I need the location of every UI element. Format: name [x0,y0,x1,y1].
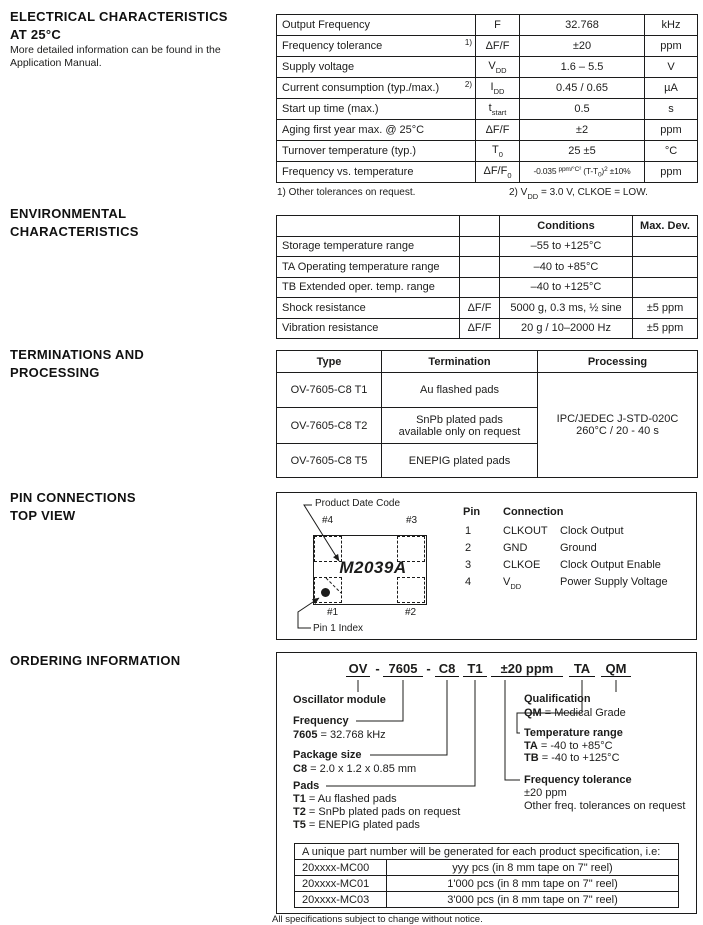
unit: ppm [645,162,698,183]
value: 1.6 – 5.5 [520,57,645,78]
part-number: 20xxxx-MC01 [295,876,387,892]
osc-module-title: Oscillator module [293,694,386,706]
unit: °C [645,141,698,162]
code-dash: - [426,661,431,676]
qualification-title: Qualification [524,693,591,705]
type-cell: OV-7605-C8 T5 [277,444,382,478]
temperature-option: TA = -40 to +85°C [524,740,613,752]
symbol-subscript: 0 [507,171,512,181]
electrical-footnote-2: 2) $V_{DD} = 3.0$ V, CLKOE = LOW. [509,187,648,201]
terminations-heading-line1: TERMINATIONS AND [10,347,145,362]
value: ±2 [520,120,645,141]
connector-package [370,680,447,755]
pin-number: 1 [465,525,472,537]
part-number: 20xxxx-MC00 [295,860,387,876]
pin-number: 3 [465,559,472,571]
type-cell: OV-7605-C8 T2 [277,408,382,444]
max-dev: ±5 ppm [633,318,698,339]
table-row [295,860,679,876]
symbol-subscript: DD [495,66,507,76]
pin-signal: GND [503,542,528,554]
code-seg-ta: TA [569,661,595,677]
pad-label-3: #3 [406,515,418,526]
temperature-option: TB = -40 to +125°C [524,752,620,764]
symbol: ΔF/F [460,298,500,319]
table-row [277,78,698,99]
electrical-footnote-1: 1) Other tolerances on request. [277,187,416,198]
pin-heading [10,489,270,525]
package-size-value: C8 = 2.0 x 1.2 x 0.85 mm [293,763,417,775]
electrical-heading [10,8,270,44]
unit: kHz [645,15,698,36]
condition: –40 to +85°C [500,257,633,278]
freq-temp-formula: -0.035 $^{ppm/^\circ C^2}$ $(T-T_0)^2 \pm 10\%$ [520,162,645,183]
table-row [277,298,698,319]
pin-signal: CLKOUT [503,525,548,537]
pad-label-1: #1 [327,607,339,618]
temperature-range-title: Temperature range [524,727,623,739]
processing-cell: IPC/JEDEC J-STD-020C 260°C / 20 - 40 s [538,373,698,478]
unit: ppm [645,36,698,57]
pin-signal: CLKOE [503,559,541,571]
environmental-heading-line1: ENVIRONMENTAL [10,206,127,221]
table-row [277,162,698,183]
symbol [460,277,500,298]
table-row [277,277,698,298]
symbol: V [488,59,496,72]
environmental-heading [10,205,270,241]
param-label: Current consumption (typ./max.) [282,82,440,94]
pin-heading-line1: PIN CONNECTIONS [10,490,136,505]
param-label: Output Frequency [282,19,371,31]
footnote-ref: 2) [464,80,472,89]
termination-cell: SnPb plated pads available only on request [382,408,538,444]
pad-label-2: #2 [405,607,417,618]
electrical-heading-line2: AT 25°C [10,27,62,42]
max-dev [633,236,698,257]
symbol-subscript: start [491,108,507,118]
footnote-ref: 1) [464,38,472,47]
unit: µA [645,78,698,99]
electrical-table [276,14,698,183]
disclaimer-note: All specifications subject to change without notice. [272,914,483,925]
param-label: TA Operating temperature range [277,257,460,278]
condition: 5000 g, 0.3 ms, ½ sine [500,298,633,319]
pads-option: T2 = SnPb plated pads on request [293,806,461,818]
symbol-subscript: 0 [498,150,503,160]
pad-2 [397,577,425,603]
part-quantity: yyy pcs (in 8 mm tape on 7" reel) [387,860,679,876]
part-quantity: 1'000 pcs (in 8 mm tape on 7" reel) [387,876,679,892]
pin-list-header-connection: Connection [503,506,564,518]
condition: –55 to +125°C [500,236,633,257]
unit: s [645,99,698,120]
symbol: ΔF/F [485,124,510,136]
part-number-table-caption: A unique part number will be generated for each product specification, i.e: [295,844,679,860]
frequency-title: Frequency [293,715,349,727]
termination-cell: Au flashed pads [382,373,538,408]
code-seg-tolerance: ±20 ppm [491,661,563,677]
value: 0.5 [520,99,645,120]
col-header-processing: Processing [538,351,698,373]
electrical-heading-line1: ELECTRICAL CHARACTERISTICS [10,9,228,24]
code-seg-ov: OV [346,661,370,677]
part-number-table [294,843,679,908]
qualification-value: QM = Medical Grade [524,707,626,719]
table-row [295,892,679,908]
code-seg-qm: QM [601,661,631,677]
connector-tolerance [505,680,520,780]
code-dash: - [375,661,380,676]
param-label: TB Extended oper. temp. range [277,277,460,298]
table-row [277,257,698,278]
termination-cell: ENEPIG plated pads [382,444,538,478]
electrical-note-line2: Application Manual. [10,57,102,69]
table-row [277,99,698,120]
terminations-heading-line2: PROCESSING [10,365,100,380]
ordering-info-box [276,652,697,914]
symbol: ΔF/F [483,164,508,177]
freq-tolerance-title: Frequency tolerance [524,774,632,786]
param-label: Aging first year max. @ 25°C [282,124,425,136]
condition: –40 to +125°C [500,277,633,298]
symbol: ΔF/F [460,318,500,339]
table-row [277,236,698,257]
pads-option: T1 = Au flashed pads [293,793,397,805]
condition: 20 g / 10–2000 Hz [500,318,633,339]
param-label: Shock resistance [277,298,460,319]
code-seg-t1: T1 [463,661,487,677]
pin1-index-dot [321,588,330,597]
col-header-conditions: Conditions [500,216,633,237]
unit: V [645,57,698,78]
max-dev [633,277,698,298]
pads-title: Pads [293,780,320,792]
param-label: Frequency tolerance [282,40,383,52]
part-number: 20xxxx-MC03 [295,892,387,908]
table-header-row [277,216,698,237]
package-size-title: Package size [293,749,362,761]
param-label: Frequency vs. temperature [282,166,414,178]
type-cell: OV-7605-C8 T1 [277,373,382,408]
pin-list-header-pin: Pin [463,506,481,518]
table-row [277,318,698,339]
ordering-heading-line1: ORDERING INFORMATION [10,653,181,668]
environmental-table [276,215,698,339]
table-row [277,120,698,141]
pads-option: T5 = ENEPIG plated pads [293,819,420,831]
value: 0.45 / 0.65 [520,78,645,99]
param-label: Storage temperature range [277,236,460,257]
environmental-heading-line2: CHARACTERISTICS [10,224,139,239]
product-date-code-label: Product Date Code [315,498,401,509]
code-seg-7605: 7605 [383,661,423,677]
terminations-table [276,350,698,478]
frequency-value: 7605 = 32.768 kHz [293,729,386,741]
freq-tolerance-note: Other freq. tolerances on request [524,800,686,812]
pin-description: Ground [560,542,597,554]
pin-number: 2 [465,542,472,554]
value: ±20 [520,36,645,57]
table-row [277,373,698,408]
max-dev: ±5 ppm [633,298,698,319]
pin-signal: $V_{DD}$ [503,576,522,592]
package-marking: M2039A [339,558,407,577]
pin-number: 4 [465,576,472,588]
param-label: Turnover temperature (typ.) [282,145,417,157]
pin1-index-label: Pin 1 Index [313,623,364,634]
symbol [460,257,500,278]
col-header-max-dev: Max. Dev. [633,216,698,237]
symbol: T [492,143,499,156]
symbol: F [494,19,501,31]
table-header-row [295,844,679,860]
table-row [277,36,698,57]
terminations-heading [10,346,270,382]
table-row [277,141,698,162]
pin-connections-box [276,492,697,640]
value: 32.768 [520,15,645,36]
unit: ppm [645,120,698,141]
param-label: Supply voltage [282,61,355,73]
table-row [277,15,698,36]
table-row [277,57,698,78]
code-seg-c8: C8 [435,661,459,677]
symbol-subscript: DD [493,87,505,97]
symbol: t [488,101,492,114]
electrical-note-line1: More detailed information can be found in the [10,44,221,56]
symbol: ΔF/F [485,40,510,52]
param-label: Start up time (max.) [282,103,379,115]
symbol: I [490,80,494,93]
ordering-heading [10,652,270,670]
electrical-note [10,44,270,70]
symbol [460,236,500,257]
freq-tolerance-value: ±20 ppm [524,787,567,799]
table-row [295,876,679,892]
pin-description: Clock Output [560,525,624,537]
col-header-type: Type [277,351,382,373]
value: 25 ±5 [520,141,645,162]
part-quantity: 3'000 pcs (in 8 mm tape on 7" reel) [387,892,679,908]
max-dev [633,257,698,278]
col-header-termination: Termination [382,351,538,373]
pin-description: Power Supply Voltage [560,576,668,588]
pin-heading-line2: TOP VIEW [10,508,76,523]
pin-description: Clock Output Enable [560,559,661,571]
table-header-row [277,351,698,373]
param-label: Vibration resistance [277,318,460,339]
pad-label-4: #4 [322,515,334,526]
